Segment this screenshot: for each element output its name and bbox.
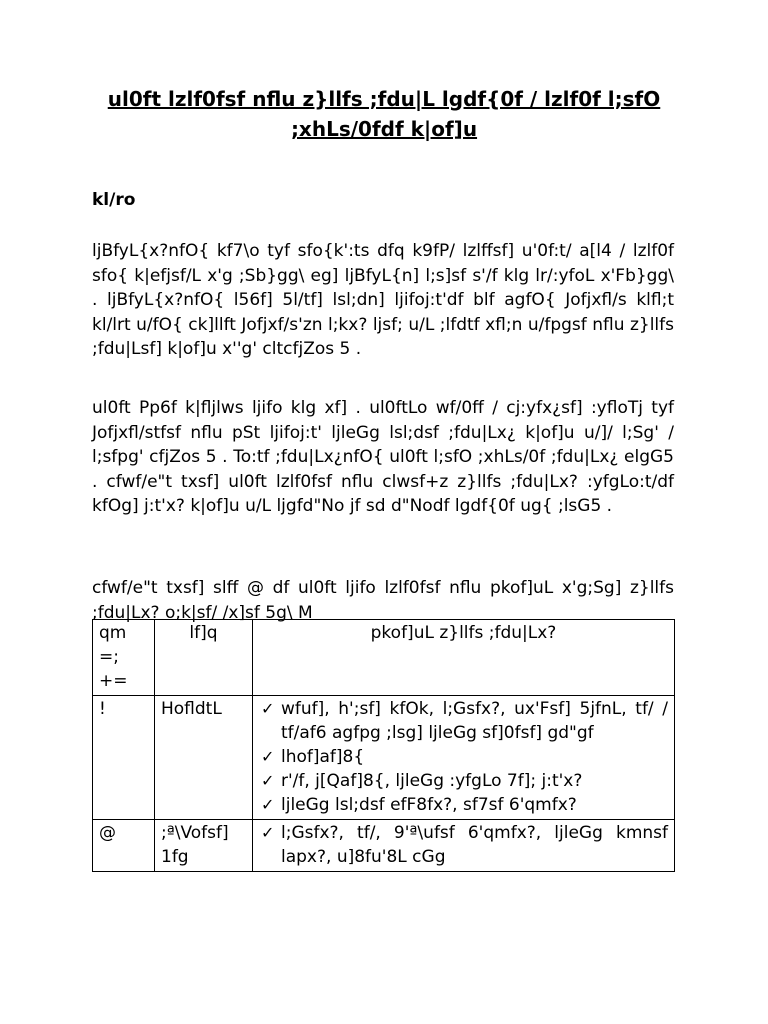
table-row [93,696,675,820]
materials-table [92,619,675,872]
document-title: ul0ft lzlf0fsf nflu z}llfs ;fdu|L lgdf{0f / lzlf0f l;sfO ;xhLs/0fdf k|of]u [107,87,661,141]
header-materials: pkof]uL z}llfs ;fdu|Lx? [253,620,675,696]
row-area: HofldtL [155,696,253,820]
list-item [259,821,668,869]
section-heading: kl/ro [92,190,136,210]
row-number: @ [93,820,155,872]
table-row [93,820,675,872]
list-item-text: lhof]af]8{ [281,747,365,767]
check-icon: ✓ [261,795,275,814]
check-icon: ✓ [261,823,275,842]
paragraph-3: cfwf/e"t txsf] slff @ df ul0ft ljifo lzlf0fsf nflu pkof]uL x'g;Sg] z}llfs ;fdu|Lx? o;k|sf/ /x]sf 5g\ M [92,578,674,623]
list-item-text: ljleGg lsl;dsf efF8fx?, sf7sf 6'qmfx? [281,795,577,815]
check-icon: ✓ [261,699,275,718]
list-item [259,745,668,769]
header-serial-number: qm =; += [93,620,155,696]
row-area: ;ª\Vofsf] 1fg [155,820,253,872]
paragraph-2: ul0ft Pp6f k|fljlws ljifo klg xf] . ul0ftLo wf/0ff / cj:yfx¿sf] :yfloTj tyf Jofjxfl/stfsf nflu pSt ljifoj:t' ljleGg lsl;dsf ;fdu|Lx¿ k|of]u u/]/ l;Sg' / l;sfpg' cfjZos 5 . To:tf ;fdu|Lx¿nfO{ ul0ft l;sfO ;xhLs/0f ;fdu|Lx¿ elgG5 . cfwf/e"t txsf] ul0ft lzlf0fsf nflu clwsf+z z}llfs ;fdu|Lx? :yfgLo:t/df kfOg] j:t'x? k|of]u u/L ljgfd"No jf sd d"Nodf lgdf{0f ug{ ;lsG5 . [92,398,674,517]
list-item [259,697,668,745]
table-header-row [93,620,675,696]
row-number: ! [93,696,155,820]
list-item [259,793,668,817]
materials-list [259,821,668,869]
check-icon: ✓ [261,747,275,766]
paragraph-1: ljBfyL{x?nfO{ kf7\o tyf sfo{k':ts dfq k9fP/ lzlffsf] u'0f:t/ a[l4 / lzlf0f sfo{ k|efjsf/L x'g ;Sb}gg\ eg] ljBfyL{n] l;s]sf s'/f klg lr/:yfoL x'Fb}gg\ . ljBfyL{x?nfO{ l56f] 5l/tf] lsl;dn] ljifoj:t'df blf agfO{ Jofjxfl/s klfl;t kl/lrt u/fO{ ck]llft Jofjxf/s'zn l;kx? ljsf; u/L ;lfdtf xfl;n u/fpgsf nflu z}llfs ;fdu|Lsf] k|of]u x''g' cltcfjZos 5 . [92,241,674,360]
list-item-text: r'/f, j[Qaf]8{, ljleGg :yfgLo 7f]; j:t'x? [281,771,583,791]
header-area: lf]q [155,620,253,696]
check-icon: ✓ [261,771,275,790]
materials-list [259,697,668,817]
list-item-text: wfuf], h';sf] kfOk, l;Gsfx?, ux'Fsf] 5jfnL, tf/ / tf/af6 agfpg ;lsg] ljleGg sf]0fsf] gd"gf [281,699,668,743]
row-materials [253,820,675,872]
list-item [259,769,668,793]
list-item-text: l;Gsfx?, tf/, 9'ª\ufsf 6'qmfx?, ljleGg kmnsf lapx?, u]8fu'8L cGg [281,823,668,867]
row-materials [253,696,675,820]
